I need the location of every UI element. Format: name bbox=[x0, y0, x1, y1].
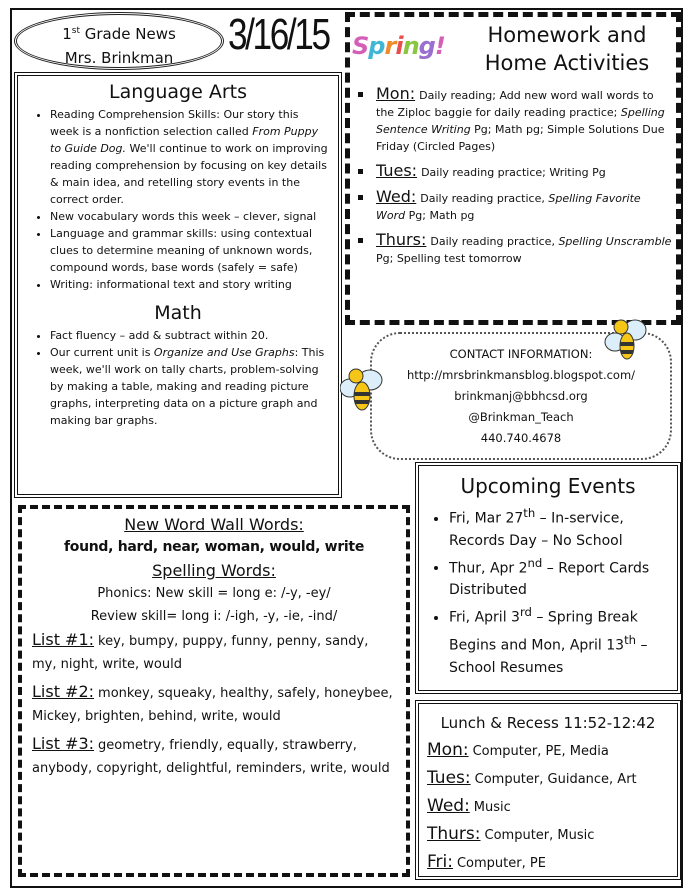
title-badge bbox=[14, 12, 224, 70]
event-item: • Fri, April 3rd – Spring Break Begins and Mon, April 13th – School Resumes bbox=[449, 601, 669, 678]
la-item: • Language and grammar skills: using contextual clues to determine meaning of unknown words, compound words, base words (safely = safe) bbox=[50, 225, 328, 276]
lunch-item: Mon: Computer, PE, Media bbox=[427, 740, 609, 760]
word-wall-title: New Word Wall Words: bbox=[124, 515, 304, 534]
event-item: • Thur, Apr 2nd – Report Cards Distributed bbox=[449, 552, 669, 602]
math-item: • Our current unit is Organize and Use Graphs: This week, we'll work on tally charts, problem-solving by making a table, making and reading picture graphs, interpreting data on a picture graph and making bar graphs. bbox=[50, 344, 328, 429]
homework-section bbox=[345, 12, 681, 325]
word-wall-words: found, hard, near, woman, would, write bbox=[63, 539, 365, 555]
newsletter-date: 3/16/15 bbox=[228, 10, 329, 59]
phone-number: 440.740.4678 bbox=[480, 431, 562, 445]
lunch-item: Thurs: Computer, Music bbox=[427, 824, 595, 844]
lunch-item: Wed: Music bbox=[427, 796, 511, 816]
lunch-item: Fri: Computer, PE bbox=[427, 852, 546, 872]
lunch-recess-section bbox=[415, 700, 681, 880]
homework-item: Mon: Daily reading; Add new word wall words to the Ziploc baggie for daily reading practice; Spelling Sentence Writing Pg; Math pg; Simple Solutions Due Friday (Circled Pages) bbox=[356, 85, 672, 155]
spelling-title: Spelling Words: bbox=[152, 561, 276, 580]
math-item: • Fact fluency – add & subtract within 20. bbox=[50, 327, 328, 344]
homework-item: Tues: Daily reading practice; Writing Pg bbox=[356, 162, 672, 181]
la-item: • New vocabulary words this week – clever, signal bbox=[50, 208, 328, 225]
spelling-list: List #3: geometry, friendly, equally, strawberry, anybody, copyright, delightful, reminders, write, would bbox=[32, 734, 390, 776]
homework-item: Thurs: Daily reading practice, Spelling Unscramble Pg; Spelling test tomorrow bbox=[356, 231, 672, 267]
spelling-list: List #2: monkey, squeaky, healthy, safely, honeybee, Mickey, brighten, behind, write, would bbox=[32, 682, 393, 724]
email-link[interactable]: brinkmanj@bbhcsd.org bbox=[454, 389, 588, 403]
teacher-name: Mrs. Brinkman bbox=[64, 49, 174, 67]
bee-icon bbox=[603, 314, 649, 368]
spring-logo: Spring! bbox=[352, 32, 445, 60]
bee-icon bbox=[340, 362, 386, 416]
upcoming-events-section bbox=[415, 462, 681, 694]
event-item: • Fri, Mar 27th – In-service, Records Day – No School bbox=[449, 502, 669, 552]
math-title: Math bbox=[154, 302, 202, 324]
review-skill: Review skill= long i: /-igh, -y, -ie, -ind/ bbox=[90, 609, 338, 624]
la-item: • Writing: informational text and story writing bbox=[50, 276, 328, 293]
phonics-skill: Phonics: New skill = long e: /-y, -ey/ bbox=[97, 586, 331, 601]
language-arts-title: Language Arts bbox=[109, 81, 247, 103]
grade-news-title: 1st Grade News bbox=[62, 25, 176, 43]
language-arts-section bbox=[14, 72, 342, 498]
lunch-item: Tues: Computer, Guidance, Art bbox=[427, 768, 637, 788]
la-item: • Reading Comprehension Skills: Our story this week is a nonfiction selection called From Puppy to Guide Dog. We'll continue to work on improving reading comprehension by focusing on key details & main idea, and retelling story events in the correct order. bbox=[50, 106, 328, 208]
spelling-list: List #1: key, bumpy, puppy, funny, penny, sandy, my, night, write, would bbox=[32, 630, 369, 672]
lunch-title: Lunch & Recess 11:52-12:42 bbox=[440, 714, 656, 732]
blog-link[interactable]: http://mrsbrinkmansblog.blogspot.com/ bbox=[406, 368, 636, 382]
homework-item: Wed: Daily reading practice, Spelling Favorite Word Pg; Math pg bbox=[356, 188, 672, 224]
homework-title: Homework and Home Activities bbox=[484, 23, 650, 75]
twitter-handle: @Brinkman_Teach bbox=[468, 410, 574, 424]
events-title: Upcoming Events bbox=[460, 474, 636, 498]
contact-title: CONTACT INFORMATION: bbox=[449, 347, 593, 361]
word-wall-section bbox=[18, 505, 410, 877]
